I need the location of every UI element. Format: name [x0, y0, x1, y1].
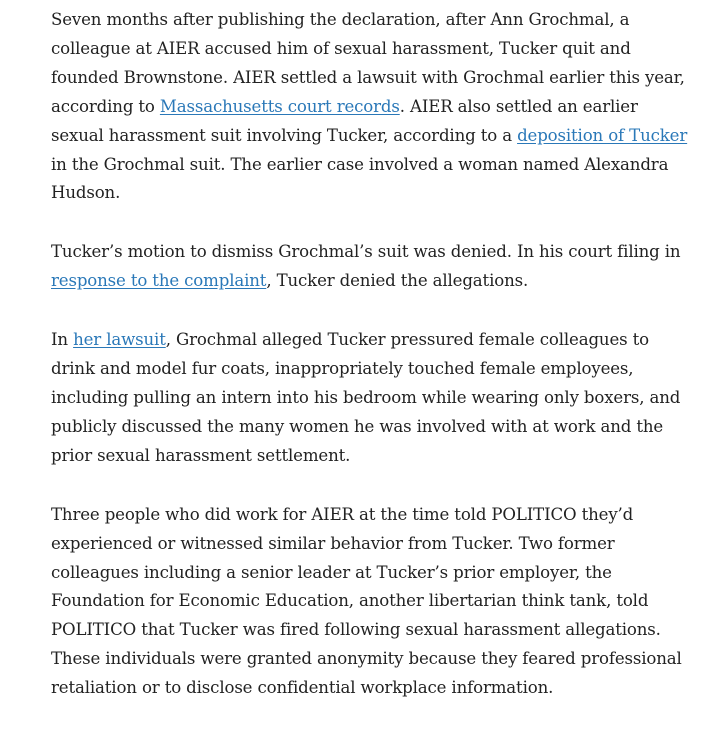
paragraph-2-text-a: Tucker’s motion to dismiss Grochmal’s suit was denied. In his court filing in	[51, 242, 681, 262]
paragraph-2	[51, 238, 691, 296]
paragraph-4	[51, 501, 691, 703]
paragraph-1-text-b: . AIER also settled an earlier sexual harassment suit involving Tucker, according to a	[51, 96, 638, 145]
paragraph-3	[51, 326, 691, 471]
paragraph-1-text-c: in the Grochmal suit. The earlier case involved a woman named Alexandra Hudson.	[51, 154, 669, 203]
paragraph-2-text-b: , Tucker denied the allegations.	[266, 271, 529, 291]
paragraph-4-text: Three people who did work for AIER at the time told POLITICO they’d experienced or witnessed similar behavior from Tucker. Two former colleagues including a senior leader at Tucker’s prior employer, the Foundation for Economic Education, another libertarian think tank, told POLITICO that Tucker was fired following sexual harassment allegations. These individuals were granted anonymity because they feared professional retaliation or to disclose confidential workplace information.	[51, 504, 682, 698]
deposition-of-tucker-link[interactable]: deposition of Tucker	[517, 125, 688, 145]
paragraph-3-text-b: , Grochmal alleged Tucker pressured female colleagues to drink and model fur coats, inappropriately touched female employees, including pulling an intern into his bedroom while wearing only boxers, and publicly discussed the many women he was involved with at work and the prior sexual harassment settlement.	[51, 330, 681, 465]
response-to-complaint-link[interactable]: response to the complaint	[51, 271, 267, 291]
paragraph-1	[51, 6, 691, 208]
paragraph-1-text-a: Seven months after publishing the declaration, after Ann Grochmal, a colleague at AIER accused him of sexual harassment, Tucker quit and founded Brownstone. AIER settled a lawsuit with Grochmal earlier this year, according to	[51, 10, 685, 116]
her-lawsuit-link[interactable]: her lawsuit	[73, 330, 166, 350]
massachusetts-court-records-link[interactable]: Massachusetts court records	[159, 96, 400, 116]
article-body	[51, 6, 691, 733]
paragraph-3-text-a: In	[51, 330, 74, 350]
